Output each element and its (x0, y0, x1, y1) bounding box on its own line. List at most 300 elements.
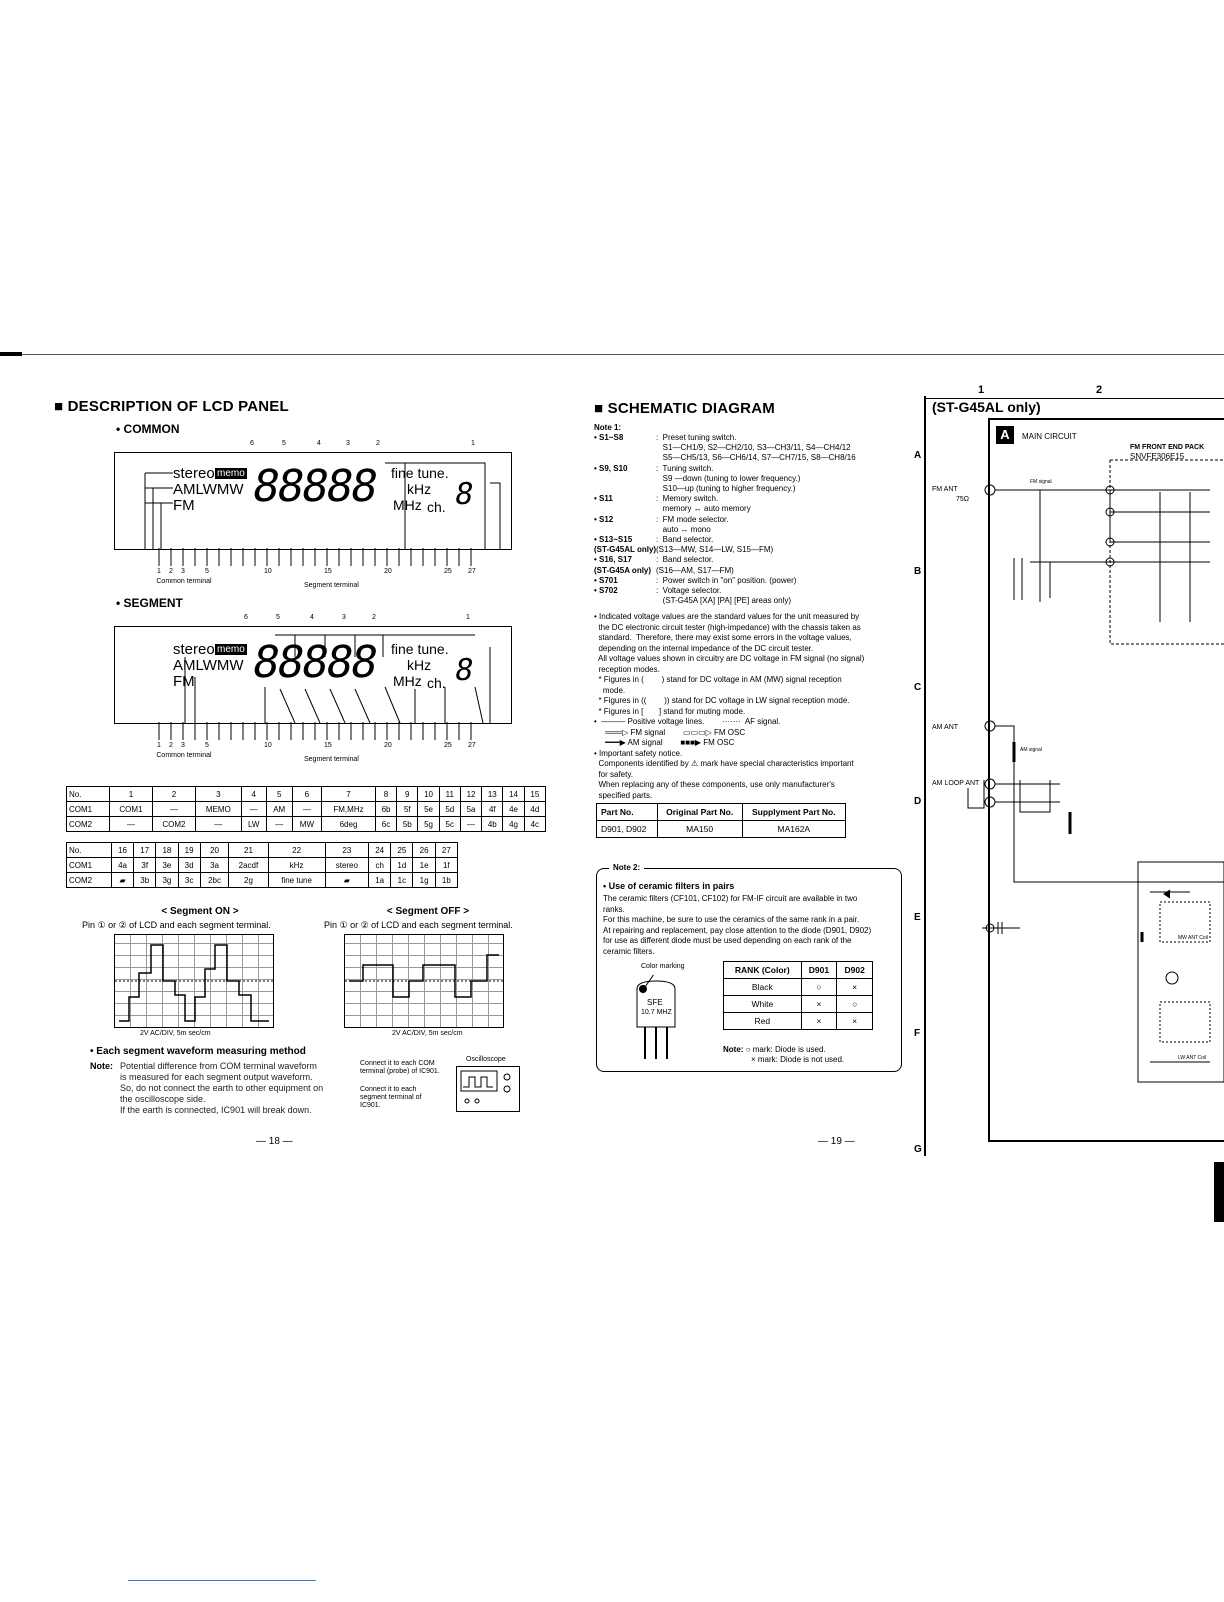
paragraph-line: • Important safety notice. (594, 748, 683, 758)
lcd-stereo: stereo (173, 641, 215, 658)
table-cell: 8 (375, 787, 396, 802)
table-cell: 3b (134, 873, 156, 888)
lcd-khz: kHz (407, 657, 432, 673)
digit-numbers (114, 614, 512, 624)
table-cell: — (460, 817, 481, 832)
paragraph-line: standard. Therefore, there may exist some errors in the voltage values, (594, 633, 852, 642)
table-cell: ▰ (325, 873, 368, 888)
table-cell: ch (369, 858, 391, 873)
note-row (594, 545, 904, 555)
table-cell: 5e (418, 802, 439, 817)
table-cell: 5c (439, 817, 460, 832)
pin-num: 15 (324, 568, 332, 575)
pin-table-2 (66, 842, 458, 888)
table-cell: 25 (391, 843, 413, 858)
table-cell: 23 (325, 843, 368, 858)
pin-num: 27 (468, 568, 476, 575)
method-title (90, 1046, 306, 1057)
table-cell: × (837, 1013, 873, 1030)
schematic-wiring (910, 382, 1224, 1182)
table-row (67, 873, 458, 888)
lcd-common-wiring (115, 453, 511, 549)
lcd-segment-diagram (114, 614, 512, 766)
segment-off-caption: Pin ① or ② of LCD and each segment terminal. (324, 920, 513, 930)
note-value: S5—CH5/13, S6—CH6/14, S7—CH7/15, S8—CH8/16 (656, 453, 856, 463)
lcd-khz: kHz (407, 481, 432, 497)
note-value: S10—up (tuning to higher frequency.) (656, 484, 796, 494)
table-cell: No. (67, 787, 110, 802)
schematic-section-title (594, 400, 775, 417)
paragraph-line: • Indicated voltage values are the standard values for the unit measured by (594, 612, 860, 621)
table-cell: 4e (503, 802, 524, 817)
table-cell: MA150 (657, 821, 742, 838)
pin-num: 5 (205, 568, 209, 575)
table-cell: 15 (524, 787, 545, 802)
segment-terminal-label: Segment terminal (304, 756, 359, 763)
square-bullet-icon: ■ (54, 398, 64, 415)
digit-num: 4 (310, 614, 314, 621)
table-cell: fine tune (268, 873, 325, 888)
table-cell: MW (292, 817, 321, 832)
footer-link-line (128, 1580, 316, 1581)
table-cell: 9 (397, 787, 418, 802)
method-note (120, 1061, 340, 1116)
method-note-line: is measured for each segment output waveform. (120, 1072, 313, 1082)
table-cell: RANK (Color) (724, 962, 802, 979)
note-value: : Tuning switch. (656, 463, 714, 473)
table-cell: 3e (156, 858, 178, 873)
pin-table-1 (66, 786, 546, 832)
paragraph-line: * Figures in ( ) stand for DC voltage in AM (MW) signal reception (594, 675, 842, 684)
pin-num: 25 (444, 742, 452, 749)
note-value: (ST-G45A [XA] [PA] [PE] areas only) (656, 596, 792, 606)
note-row (594, 535, 904, 545)
table-cell: 1e (413, 858, 435, 873)
block-a-badge: A (996, 426, 1014, 444)
note-row (594, 433, 904, 443)
note-key: • S9, S10 (594, 463, 628, 473)
method-title-text: Each segment waveform measuring method (96, 1046, 306, 1057)
common-label: • COMMON (116, 422, 180, 436)
lcd-amlwmw: AMLWMW (173, 481, 244, 498)
row-label-b: B (914, 566, 922, 577)
digit-num: 6 (244, 614, 248, 621)
segment-on-scope-caption: 2V AC/DIV, 5m sec/cm (140, 1030, 211, 1037)
top-rule (0, 354, 1224, 355)
common-terminal-label: Common terminal (156, 752, 212, 759)
paragraph-line: ═══▷ FM signal ▭▭▭▷ FM OSC (594, 727, 746, 737)
table-cell: × (837, 979, 873, 996)
note-row (594, 453, 904, 463)
digit-numbers (114, 440, 512, 450)
main-circuit-label: MAIN CIRCUIT (1022, 432, 1077, 441)
note-key: • S13~S15 (594, 535, 633, 545)
table-cell: ○ (837, 996, 873, 1013)
switch-notes (594, 433, 904, 606)
table-cell: 1b (435, 873, 457, 888)
table-cell: 6c (375, 817, 396, 832)
table-cell: 21 (229, 843, 268, 858)
table-cell: COM1 (67, 802, 110, 817)
note-key (594, 474, 656, 484)
lcd-segment-wiring (115, 627, 511, 723)
pin-num: 25 (444, 568, 452, 575)
table-cell: ▰ (111, 873, 133, 888)
note-row (594, 474, 904, 484)
table-cell: 2acdf (229, 858, 268, 873)
segment-on-waveform (115, 935, 273, 1027)
table-cell: 14 (503, 787, 524, 802)
note2-line: for use as different diode must be used depending on each rank of the (603, 936, 852, 945)
lcd-glass (114, 452, 512, 550)
table-cell: — (292, 802, 321, 817)
table-row (597, 821, 846, 838)
note-key: • S12 (594, 514, 614, 524)
lcd-ch: ch. (427, 499, 446, 515)
table-row (67, 858, 458, 873)
method-note-line: the oscilloscope side. (120, 1094, 206, 1104)
digit-num: 2 (376, 440, 380, 447)
table-cell: 3a (200, 858, 229, 873)
pin-num: 15 (324, 742, 332, 749)
row-label-a: A (914, 450, 922, 461)
table-cell: Original Part No. (657, 804, 742, 821)
table-cell: COM1 (109, 802, 152, 817)
segment-label: • SEGMENT (116, 596, 183, 610)
pin-num: 2 (169, 742, 173, 749)
note-key (594, 484, 656, 494)
pin-num: 1 (157, 742, 161, 749)
note-key (594, 525, 656, 535)
note-value: : Memory switch. (656, 494, 719, 504)
table-cell: Part No. (597, 804, 658, 821)
table-cell: MEMO (195, 802, 241, 817)
segment-on-caption: Pin ① or ② of LCD and each segment terminal. (82, 920, 271, 930)
note-value: : FM mode selector. (656, 514, 729, 524)
note2-line: The ceramic filters (CF101, CF102) for FM-IF circuit are available in two (603, 894, 858, 903)
paragraph-line: * Figures in (( )) stand for DC voltage in LW signal reception mode. (594, 696, 850, 705)
paragraph-line: mode. (594, 685, 626, 695)
note-value: (S16—AM, S17—FM) (656, 565, 734, 575)
row-label-c: C (914, 682, 922, 693)
row-label-g: G (914, 1144, 922, 1155)
row-label-e: E (914, 912, 921, 923)
table-cell: 7 (322, 787, 376, 802)
note2-line: ranks. (603, 904, 625, 914)
table-cell: — (152, 802, 195, 817)
note-key: • S1~S8 (594, 433, 624, 442)
lcd-fm: FM (173, 673, 195, 690)
lcd-section-title (54, 398, 289, 415)
paragraph-line: the DC electronic circuit tester (high-impedance) with the chassis taken as (594, 622, 861, 632)
table-row (724, 979, 873, 996)
fm-ant-label: FM ANT (932, 486, 958, 493)
table-cell: White (724, 996, 802, 1013)
pin-num: 1 (157, 568, 161, 575)
part-code-label: SNVFE306E15 (1130, 452, 1185, 461)
voltage-notes (594, 612, 904, 801)
digit-num: 5 (276, 614, 280, 621)
segment-on-title: < Segment ON > (161, 906, 239, 917)
table-cell: 4 (241, 787, 266, 802)
table-cell: 4g (503, 817, 524, 832)
pin-num: 5 (205, 742, 209, 749)
fm-signal-label: FM signal (1030, 479, 1052, 485)
method-note-line: If the earth is connected, IC901 will break down. (120, 1105, 312, 1115)
pin-num: 3 (181, 568, 185, 575)
lcd-mhz: MHz (393, 497, 422, 513)
note-key: • S11 (594, 494, 613, 504)
table-cell: 5a (460, 802, 481, 817)
note-row (594, 586, 904, 596)
note-key: • S16, S17 (594, 555, 632, 565)
lcd-memo: memo (217, 468, 245, 479)
note2-line: For this machine, be sure to use the ceramics of the same rank in a pair. (603, 915, 860, 924)
ceramic-filter-icon (631, 975, 681, 1063)
table-cell: 22 (268, 843, 325, 858)
table-cell: 12 (460, 787, 481, 802)
table-cell: 3d (178, 858, 200, 873)
table-cell: 17 (134, 843, 156, 858)
digit-num: 6 (250, 440, 254, 447)
table-cell: Black (724, 979, 802, 996)
lcd-small-digit: 8 (451, 477, 477, 512)
table-cell: 2g (229, 873, 268, 888)
sfe-frequency: 10.7 MHZ (641, 1009, 672, 1016)
lcd-fine-tune: fine tune. (391, 641, 449, 657)
digit-num: 5 (282, 440, 286, 447)
column-1-label: 1 (978, 384, 985, 396)
table-cell: 20 (200, 843, 229, 858)
table-cell: — (266, 817, 292, 832)
segment-off-waveform (345, 935, 503, 1027)
note-value: : Band selector. (656, 555, 714, 565)
note-row (594, 443, 904, 453)
table-cell: COM2 (67, 873, 112, 888)
rank-note-2: × mark: Diode is not used. (751, 1055, 845, 1064)
pin-numbers (154, 568, 484, 578)
am-loop-label: AM LOOP ANT (932, 780, 980, 787)
table-cell: 4d (524, 802, 545, 817)
page-number-19: — 19 — (818, 1136, 855, 1147)
table-row (67, 843, 458, 858)
common-terminal-label: Common terminal (156, 578, 212, 585)
note-row (594, 566, 904, 576)
table-cell: 3g (156, 873, 178, 888)
mw-ant-label: MW ANT Coil (1178, 935, 1208, 941)
pin-num: 20 (384, 742, 392, 749)
method-note-line: Potential difference from COM terminal waveform (120, 1061, 317, 1071)
pin-num: 10 (264, 742, 272, 749)
lcd-small-digit: 8 (451, 653, 477, 688)
segment-terminal-label: Segment terminal (304, 582, 359, 589)
table-cell: 6deg (322, 817, 376, 832)
note-key: • S701 (594, 575, 618, 585)
sfe-label: SFE (647, 998, 663, 1007)
note-key: • S702 (594, 586, 618, 596)
model-label: (ST-G45AL only) (932, 399, 1041, 415)
note-key (594, 596, 656, 606)
pin-num: 2 (169, 568, 173, 575)
table-cell: 4c (524, 817, 545, 832)
table-cell: 4b (482, 817, 503, 832)
table-cell: 11 (439, 787, 460, 802)
lw-ant-label: LW ANT Coil (1178, 1055, 1207, 1061)
osc-connect-segment: Connect it to each segment terminal of IC901. (360, 1086, 422, 1109)
paragraph-line: reception modes. (594, 664, 660, 674)
note-row (594, 484, 904, 494)
note-value: : Band selector. (656, 535, 714, 545)
digit-num: 1 (471, 440, 475, 447)
note-value: : Power switch in "on" position. (power) (656, 575, 797, 585)
digit-num: 3 (346, 440, 350, 447)
table-cell: 4f (482, 802, 503, 817)
segment-off-scope-caption: 2V AC/DIV, 5m sec/cm (392, 1030, 463, 1037)
table-cell: 3f (134, 858, 156, 873)
note-value: : Preset tuning switch. (656, 433, 737, 442)
note-value: (S13—MW, S14—LW, S15—FM) (656, 545, 774, 555)
note-row (594, 525, 904, 535)
note-row (594, 504, 904, 514)
oscilloscope-icon (456, 1066, 520, 1112)
schematic-area (910, 382, 1224, 1602)
note1-label: Note 1: (594, 423, 622, 432)
table-cell: Red (724, 1013, 802, 1030)
table-cell: 5b (397, 817, 418, 832)
paragraph-line: for safety. (594, 769, 633, 779)
digit-num: 3 (342, 614, 346, 621)
table-cell: D901, D902 (597, 821, 658, 838)
oscilloscope-label: Oscilloscope (466, 1056, 506, 1063)
table-cell: kHz (268, 858, 325, 873)
top-rule-mark (0, 352, 22, 356)
lcd-stereo: stereo (173, 465, 215, 482)
table-cell: 5 (266, 787, 292, 802)
table-cell: 5d (439, 802, 460, 817)
pin-num: 27 (468, 742, 476, 749)
table-cell: 3 (195, 787, 241, 802)
table-cell: 24 (369, 843, 391, 858)
lcd-fm: FM (173, 497, 195, 514)
table-cell: stereo (325, 858, 368, 873)
note-row (594, 464, 904, 474)
table-cell: 6b (375, 802, 396, 817)
segment-off-title: < Segment OFF > (386, 906, 470, 917)
note-key: (ST-G45AL only) (594, 545, 657, 555)
fm-ohm-label: 75Ω (956, 496, 970, 503)
method-note-label: Note: (90, 1061, 113, 1071)
note-row (594, 494, 904, 504)
note-value: memory ↔ auto memory (656, 504, 751, 514)
note-key (594, 453, 656, 463)
rank-note-label: Note: (723, 1045, 744, 1054)
paragraph-line: All voltage values shown in circuitry are DC voltage in FM signal (no signal) (594, 654, 865, 663)
am-ant-label: AM ANT (932, 724, 959, 731)
digit-num: 1 (466, 614, 470, 621)
table-cell: 1d (391, 858, 413, 873)
fm-front-end-label: FM FRONT END PACK (1130, 444, 1205, 451)
table-cell: 26 (413, 843, 435, 858)
ceramic-filter-drawing (631, 975, 681, 1063)
pin-num: 20 (384, 568, 392, 575)
table-cell: ○ (801, 979, 837, 996)
note2-label: Note 2: (609, 863, 644, 872)
column-2-label: 2 (1096, 384, 1103, 396)
table-cell: × (801, 996, 837, 1013)
page-number-18: — 18 — (256, 1136, 293, 1147)
table-cell: — (195, 817, 241, 832)
lcd-title-text: DESCRIPTION OF LCD PANEL (67, 398, 289, 415)
paragraph-line: • ——— Positive voltage lines. ······· AF signal. (594, 717, 781, 726)
table-cell: × (801, 1013, 837, 1030)
table-cell: COM2 (67, 817, 110, 832)
table-cell: COM2 (152, 817, 195, 832)
table-cell: 19 (178, 843, 200, 858)
table-row (724, 996, 873, 1013)
table-row (724, 962, 873, 979)
paragraph-line: When replacing any of these components, use only manufacturer's (594, 780, 835, 789)
table-cell: 3c (178, 873, 200, 888)
paragraph-line: specified parts. (594, 790, 653, 800)
note-value: S1—CH1/9, S2—CH2/10, S3—CH3/11, S4—CH4/12 (656, 443, 851, 453)
note-row (594, 515, 904, 525)
table-row (67, 817, 546, 832)
am-signal-label: AM signal (1020, 747, 1042, 753)
table-cell: 5g (418, 817, 439, 832)
segment-on-scope (114, 934, 274, 1028)
table-cell: — (241, 802, 266, 817)
note2-line: At repairing and replacement, pay close attention to the diode (D901, D902) (603, 925, 872, 935)
note2-line: ceramic filters. (603, 946, 655, 956)
note2-text (603, 894, 897, 957)
table-cell: 13 (482, 787, 503, 802)
table-cell: 1a (369, 873, 391, 888)
lcd-digits: 88888 (248, 637, 381, 688)
table-cell: 27 (435, 843, 457, 858)
table-row (67, 802, 546, 817)
table-cell: LW (241, 817, 266, 832)
note2-box (596, 863, 902, 1072)
lcd-glass (114, 626, 512, 724)
paragraph-line: Components identified by ⚠ mark have special characteristics important (594, 759, 854, 768)
table-row (724, 1013, 873, 1030)
table-cell: 1g (413, 873, 435, 888)
pin-num: 3 (181, 742, 185, 749)
table-row (597, 804, 846, 821)
table-cell: D901 (801, 962, 837, 979)
table-cell: 5f (397, 802, 418, 817)
table-cell: 10 (418, 787, 439, 802)
table-cell: — (109, 817, 152, 832)
table-cell: 2 (152, 787, 195, 802)
table-cell: 1 (109, 787, 152, 802)
paragraph-line: depending on the internal impedance of the DC circuit tester. (594, 643, 814, 653)
segment-off-scope (344, 934, 504, 1028)
table-cell: Supplyment Part No. (742, 804, 845, 821)
paragraph-line: * Figures in [ ] stand for muting mode. (594, 706, 746, 716)
table-cell: AM (266, 802, 292, 817)
lcd-mhz: MHz (393, 673, 422, 689)
method-note-line: So, do not connect the earth to other equipment on (120, 1083, 324, 1093)
note-key (594, 443, 656, 453)
pin-num: 10 (264, 568, 272, 575)
rank-note (723, 1045, 844, 1065)
lcd-digits: 88888 (248, 461, 381, 512)
digit-num: 2 (372, 614, 376, 621)
note-row (594, 555, 904, 565)
lcd-ch: ch. (427, 675, 446, 691)
note2-title: • Use of ceramic filters in pairs (603, 881, 735, 891)
